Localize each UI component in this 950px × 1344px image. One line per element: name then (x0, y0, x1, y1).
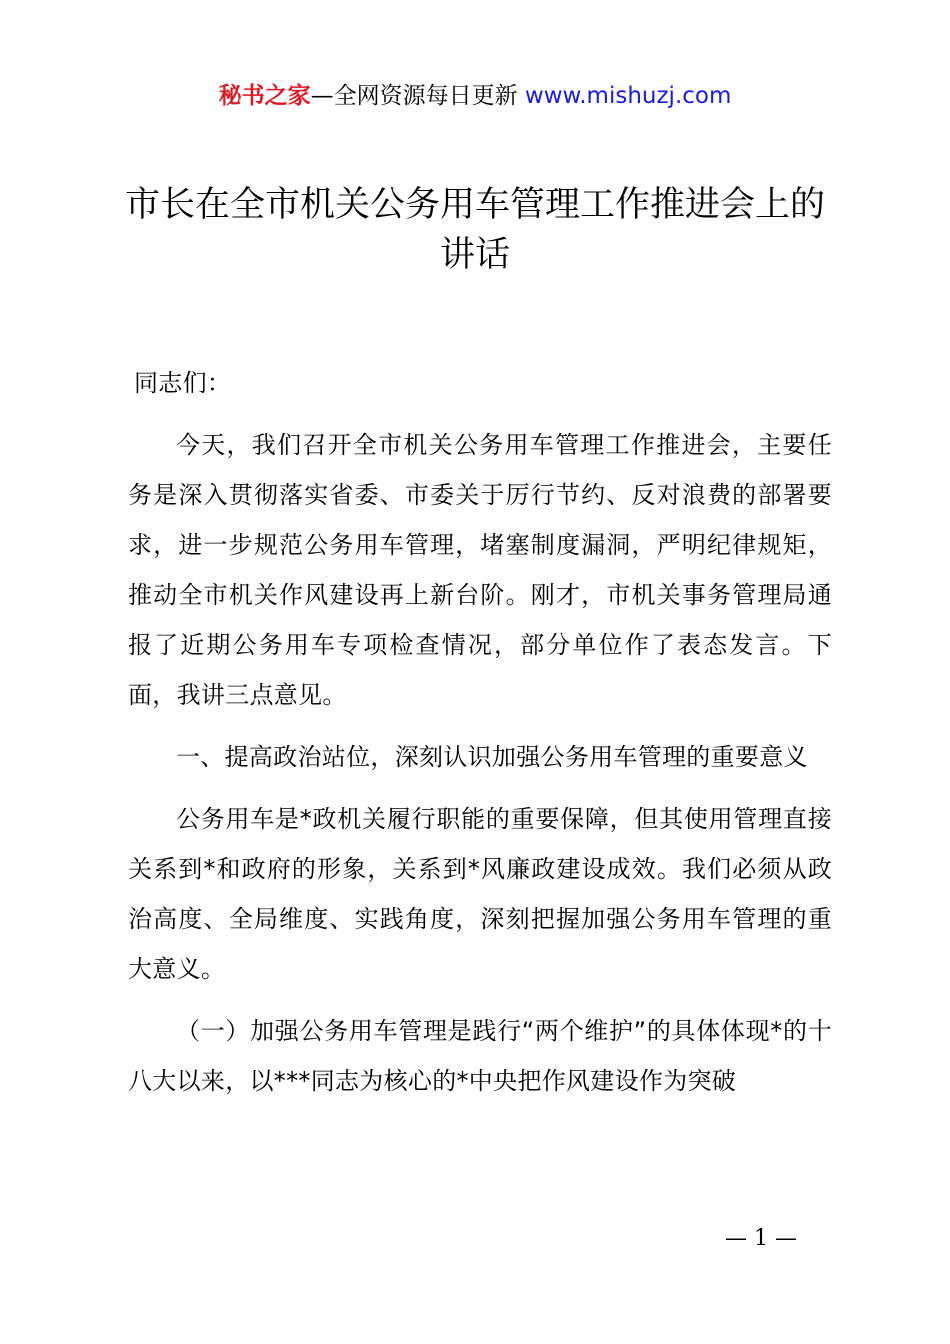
document-title: 市长在全市机关公务用车管理工作推进会上的讲话 (124, 185, 825, 275)
site-header (0, 80, 950, 112)
document-body (128, 358, 832, 1118)
subsection-1: （一）加强公务用车管理是践行“两个维护”的具体体现*的十八大以来，以***同志为核心的*中央把作风建设作为突破 (128, 1017, 832, 1095)
greeting: 同志们： (134, 369, 232, 397)
site-url[interactable]: www.mishuzj.com (524, 83, 732, 109)
paragraph-section-1: 公务用车是*政机关履行职能的重要保障，但其使用管理直接关系到*和政府的形象，关系到*风廉政建设成效。我们必须从政治高度、全局维度、实践角度，深刻把握加强公务用车管理的重大意义。 (128, 805, 832, 983)
paragraph-intro: 今天，我们召开全市机关公务用车管理工作推进会，主要任务是深入贯彻落实省委、市委关于厉行节约、反对浪费的部署要求，进一步规范公务用车管理，堵塞制度漏洞，严明纪律规矩，推动全市机关作风建设再上新台阶。刚才，市机关事务管理局通报了近期公务用车专项检查情况，部分单位作了表态发言。下面，我讲三点意见。 (128, 431, 832, 709)
page-number: — 1 — (725, 1226, 797, 1251)
section-heading-1: 一、提高政治站位，深刻认识加强公务用车管理的重要意义 (176, 743, 808, 771)
site-brand: 秘书之家 (218, 83, 311, 109)
site-slogan: —全网资源每日更新 (310, 83, 525, 109)
